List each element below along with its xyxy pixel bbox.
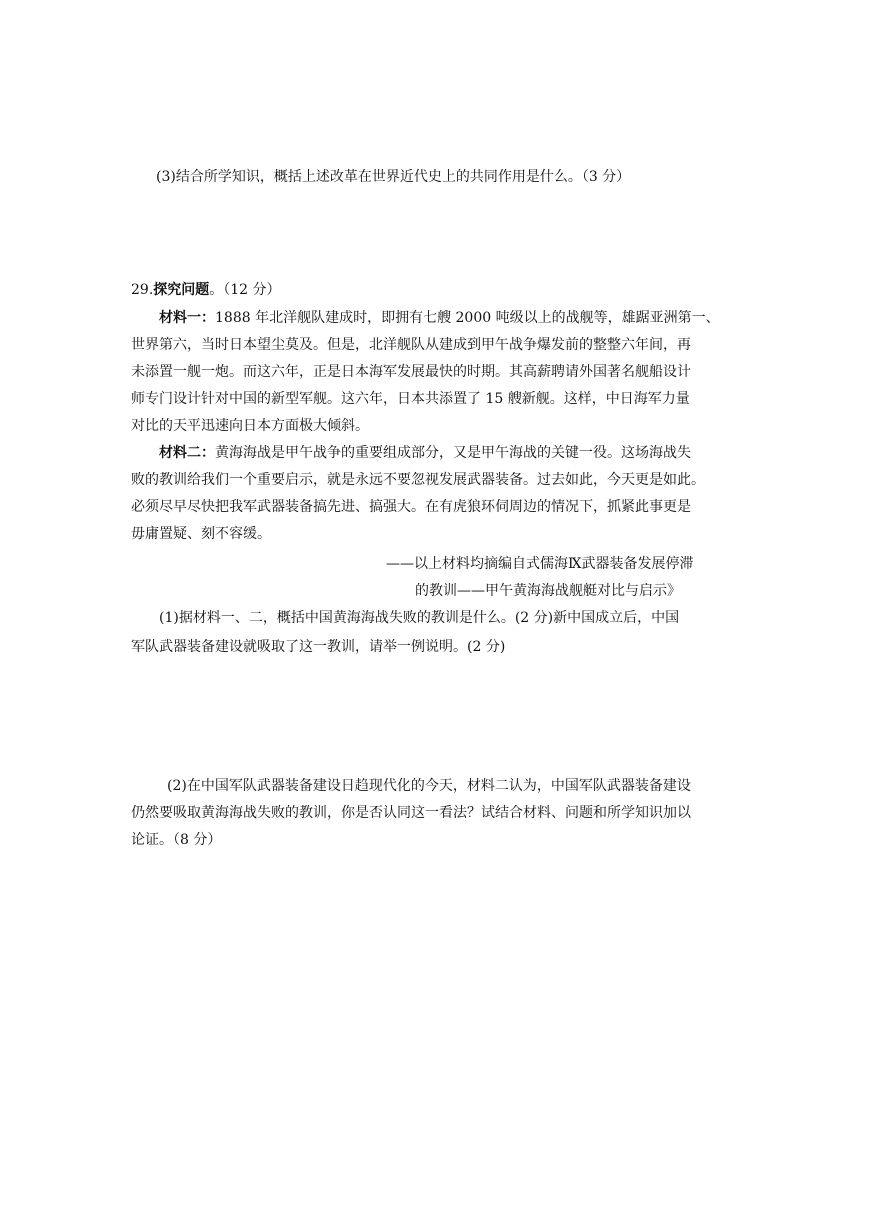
material-two-label: 材料二： [159,445,215,461]
sub-question-1-line-2: 军队武器装备建设就吸取了这一教训，请举一例说明。(2 分) [131,639,506,655]
question-29-heading [131,280,281,300]
sub-question-2-line-2: 仍然要吸取黄海海战失败的教训，你是否认同这一看法？试结合材料、问题和所学知识加以 [131,805,691,821]
source-line-1: ——以上材料均摘编自式儒海Ⅸ武器装备发展停滞 [386,556,694,572]
material-two-line-2: 败的教训给我们一个重要启示，就是永远不要忽视发展武器装备。过去如此，今天更是如此。 [131,472,705,488]
sub-question-2-line-3: 论证。（8 分） [131,832,222,848]
material-two-line-4: 毋庸置疑、刻不容缓。 [131,526,271,542]
material-one-line-2: 世界第六，当时日本望尘莫及。但是，北洋舰队从建成到甲午战争爆发前的整整六年间，再 [131,337,691,353]
question-score: 。（12 分） [209,282,281,298]
material-two-line-3: 必须尽早尽快把我军武器装备搞先进、搞强大。在有虎狼环伺周边的情况下，抓紧此事更是 [131,499,691,515]
sub-question-2-line-1: (2)在中国军队武器装备建设日趋现代化的今天，材料二认为，中国军队武器装备建设 [167,778,691,794]
material-one-line-3: 未添置一舰一炮。而这六年，正是日本海军发展最快的时期。其高薪聘请外国著名舰船设计 [131,364,691,380]
question-number: 29. [131,282,154,298]
question-title: 探究问题 [153,282,210,298]
material-one-label: 材料一： [159,310,215,326]
material-one-line-4: 师专门设计针对中国的新型军舰。这六年，日本共添置了 15 艘新舰。这样，中日海军力量 [131,391,690,407]
material-one-line-1: 材料一：1888 年北洋舰队建成时，即拥有七艘 2000 吨级以上的战舰等，雄踞亚洲第一、 [159,310,720,326]
question-28-sub3: (3)结合所学知识，概括上述改革在世界近代史上的共同作用是什么。（3 分） [156,169,631,185]
material-two-line-1: 材料二：黄海海战是甲午战争的重要组成部分，又是甲午海战的关键一役。这场海战失 [159,445,691,461]
source-line-2: 的教训——甲午黄海海战舰艇对比与启示》 [415,583,681,599]
material-one-line-5: 对比的天平迅速向日本方面极大倾斜。 [131,418,369,434]
sub-question-1-line-1: (1)据材料一、二，概括中国黄海海战失败的教训是什么。(2 分)新中国成立后，中国 [159,610,680,626]
